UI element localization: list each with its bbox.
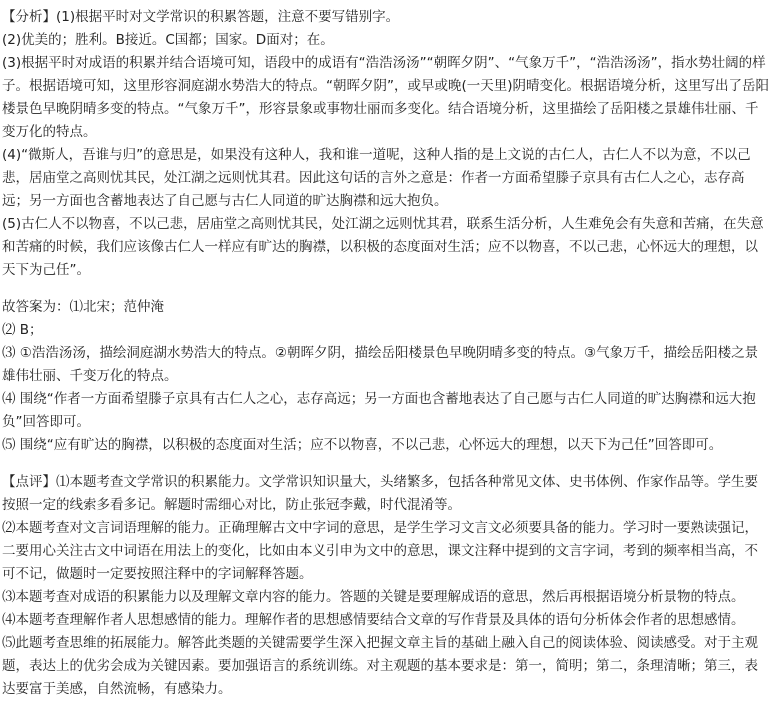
comment-item-3: ⑶本题考查对成语的积累能力以及理解文章内容的能力。答题的关键是要理解成语的意思，然后再根据语境分析景物的特点。 [2, 589, 745, 605]
answer-item-5: ⑸ 围绕“应有旷达的胸襟，以积极的态度面对生活；应不以物喜，不以己悲，心怀远大的理想，以天下为己任”回答即可。 [2, 437, 723, 453]
answer-intro: 故答案为：⑴北宋；范仲淹 [2, 299, 164, 315]
section-gap [2, 457, 770, 471]
section-gap [2, 282, 770, 296]
answer-item-4: ⑷ 围绕“作者一方面希望滕子京具有古仁人之心，志存高远；另一方面也含蓄地表达了自己愿与古仁人同道的旷达胸襟和远大抱负”回答即可。 [2, 391, 756, 430]
comment-item-5: ⑸此题考查思维的拓展能力。解答此类题的关键需要学生深入把握文章主旨的基础上融入自己的阅读体验、阅读感受。对于主观题，表达上的优劣会成为关键因素。要加强语言的系统训练。对主观题的基本要求是：第一，简明；第二，条理清晰；第三，表达要富于美感，自然流畅，有感染力。 [2, 635, 758, 697]
analysis-item-3: (3)根据平时对成语的积累并结合语境可知，语段中的成语有“浩浩汤汤”“朝晖夕阴”、“气象万千”，“浩浩汤汤”，指水势壮阔的样子。根据语境可知，这里形容洞庭湖水势浩大的特点。“朝晖夕阴”，或早或晚(一天里)阴晴变化。根据语境分析，这里写出了岳阳楼景色早晚阴晴多变的特点。“气象万千”，形容景象或事物壮丽而多变化。结合语境分析，这里描绘了岳阳楼之景雄伟壮丽、千变万化的特点。 [2, 55, 770, 140]
analysis-item-2: (2)优美的；胜利。B接近。C国都；国家。D面对；在。 [2, 32, 334, 48]
analysis-item-5: (5)古仁人不以物喜，不以己悲，居庙堂之高则忧其民，处江湖之远则忧其君，联系生活分析，人生难免会有失意和苦痛，在失意和苦痛的时候，我们应该像古仁人一样应有旷达的胸襟，以积极的态度面对生活；应不以物喜，不以己悲，心怀远大的理想，以天下为己任”。 [2, 216, 764, 278]
answer-item-3: ⑶ ①浩浩汤汤，描绘洞庭湖水势浩大的特点。②朝晖夕阴，描绘岳阳楼景色早晚阴晴多变的特点。③气象万千，描绘岳阳楼之景雄伟壮丽、千变万化的特点。 [2, 345, 759, 384]
comment-item-4: ⑷本题考查理解作者人思想感情的能力。理解作者的思想感情要结合文章的写作背景及具体的语句分析体会作者的思想感情。 [2, 612, 745, 628]
analysis-heading-line: 【分析】(1)根据平时对文学常识的积累答题，注意不要写错别字。 [2, 9, 400, 25]
comment-item-1: 【点评】⑴本题考查文学常识的积累能力。文学常识知识量大，头绪繁多，包括各种常见文体、史书体例、作家作品等。学生要按照一定的线索多看多记。解题时需细心对比，防止张冠李戴，时代混淆等。 [2, 474, 758, 513]
analysis-item-4: (4)“微斯人，吾谁与归”的意思是，如果没有这种人，我和谁一道呢，这种人指的是上文说的古仁人，古仁人不以为意，不以己悲，居庙堂之高则忧其民，处江湖之远则忧其君。因此这句话的言外之意是：作者一方面希望滕子京具有古仁人之心，志存高远；另一方面也含蓄地表达了自己愿与古仁人同道的旷达胸襟和远大抱负。 [2, 147, 751, 209]
answer-item-2: ⑵ B； [2, 322, 43, 338]
comment-item-2: ⑵本题考查对文言词语理解的能力。正确理解古文中字词的意思，是学生学习文言文必须要具备的能力。学习时一要熟读强记，二要用心关注古文中词语在用法上的变化，比如由本义引申为文中的意思，课文注释中提到的文言字词，考到的频率相当高，不可不记，做题时一定要按照注释中的字词解释答题。 [2, 520, 758, 582]
